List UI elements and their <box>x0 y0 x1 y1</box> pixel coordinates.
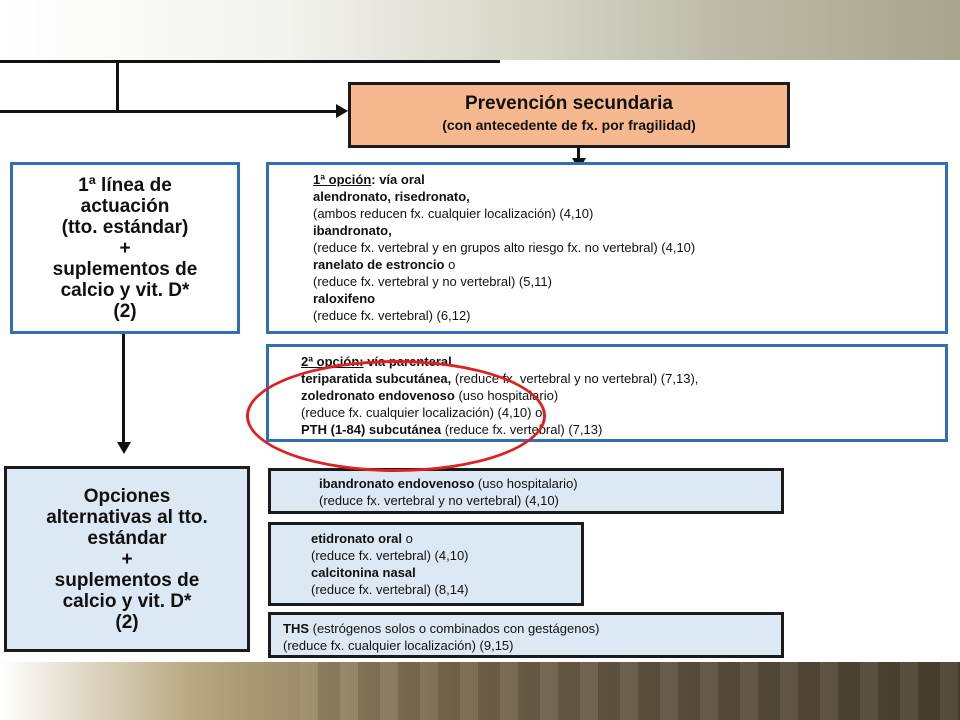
alt1-drug-note: (uso hospitalario) <box>474 476 578 491</box>
alternatives-text: calcio y vit. D* <box>62 590 192 612</box>
alternatives-text: suplementos de <box>54 569 200 591</box>
option1-drug: raloxifeno <box>313 291 376 306</box>
alternatives-text: Opciones <box>83 485 171 507</box>
option2-route: vía parenteral <box>363 354 452 369</box>
option1-note: (reduce fx. vertebral y no vertebral) (5,11) <box>313 274 552 289</box>
alt3-drug-note: (estrógenos solos o combinados con gestágenos) <box>309 621 600 636</box>
alt2-note: (reduce fx. vertebral) (4,10) <box>311 548 469 563</box>
prevention-subtitle: (con antecedente de fx. por fragilidad) <box>442 117 696 133</box>
option2-drug: teriparatida subcutánea, <box>301 371 452 386</box>
alt1-drug: ibandronato endovenoso <box>319 476 475 491</box>
option2-note: (reduce fx. vertebral) (7,13) <box>441 422 603 437</box>
option2-note: (reduce fx. vertebral y no vertebral) (7,13), <box>451 371 699 386</box>
highlight-ellipse <box>246 360 546 472</box>
prevention-title: Prevención secundaria <box>464 93 674 114</box>
connector-top-vertical <box>116 60 119 112</box>
option1-note: (ambos reducen fx. cualquier localización) (4,10) <box>313 206 594 221</box>
option1-heading: 1ª opción <box>313 172 372 187</box>
alt2-box <box>268 522 584 606</box>
option1-note: (reduce fx. vertebral y en grupos alto riesgo fx. no vertebral) (4,10) <box>313 240 696 255</box>
slide-background-top <box>0 0 960 60</box>
alternatives-text: + <box>121 548 133 570</box>
first-line-text: (2) <box>113 300 137 322</box>
first-line-text: 1ª línea de <box>78 174 172 196</box>
alt3-note: (reduce fx. cualquier localización) (9,15) <box>283 638 514 653</box>
option1-heading-row <box>313 171 695 188</box>
alt3-drug: THS <box>283 621 309 636</box>
first-line-text: calcio y vit. D* <box>60 279 190 301</box>
connector-top-horizontal <box>0 60 500 63</box>
option2-note: (uso hospitalario) <box>454 388 559 403</box>
option1-route: : vía oral <box>371 172 425 187</box>
alternatives-box <box>4 466 250 652</box>
option1-drug: alendronato, risedronato, <box>313 189 470 204</box>
alt2-drug-row: etidronato oral o <box>311 531 413 546</box>
option1-note: (reduce fx. vertebral) (6,12) <box>313 308 471 323</box>
first-line-text: (tto. estándar) <box>61 216 189 238</box>
option1-box <box>266 162 948 334</box>
first-line-text: + <box>119 237 131 259</box>
option2-drug: zoledronato endovenoso <box>301 388 455 403</box>
first-line-text: suplementos de <box>52 258 198 280</box>
alt1-note: (reduce fx. vertebral y no vertebral) (4,10) <box>319 493 559 508</box>
option1-drug-row: ranelato de estroncio o <box>313 257 456 272</box>
alt1-drug-row <box>319 475 578 492</box>
alt3-drug-row <box>283 620 600 637</box>
prevention-box <box>348 82 790 148</box>
slide-background-texture <box>300 662 960 720</box>
arrow-to-prevention <box>336 104 348 118</box>
option1-drug: ranelato de estroncio <box>313 257 445 272</box>
option1-drug: ibandronato, <box>313 223 392 238</box>
alt1-box <box>268 468 784 514</box>
first-line-text: actuación <box>80 195 170 217</box>
alt2-note: (reduce fx. vertebral) (8,14) <box>311 582 469 597</box>
alternatives-text: alternativas al tto. <box>46 506 208 528</box>
connector-left-horizontal <box>0 110 338 113</box>
alt2-drug: calcitonina nasal <box>311 565 416 580</box>
arrow-to-alternatives <box>117 442 131 454</box>
first-line-box <box>10 162 240 334</box>
option2-note: (reduce fx. cualquier localización) (4,10) o <box>301 405 543 420</box>
alt3-box <box>268 612 784 658</box>
alternatives-text: (2) <box>115 611 139 633</box>
option2-heading: 2ª opción: <box>301 354 364 369</box>
alternatives-text: estándar <box>87 527 167 549</box>
option2-drug: PTH (1-84) subcutánea <box>301 422 442 437</box>
connector-first-to-alt <box>122 334 125 444</box>
alt2-drug: etidronato oral <box>311 531 403 546</box>
